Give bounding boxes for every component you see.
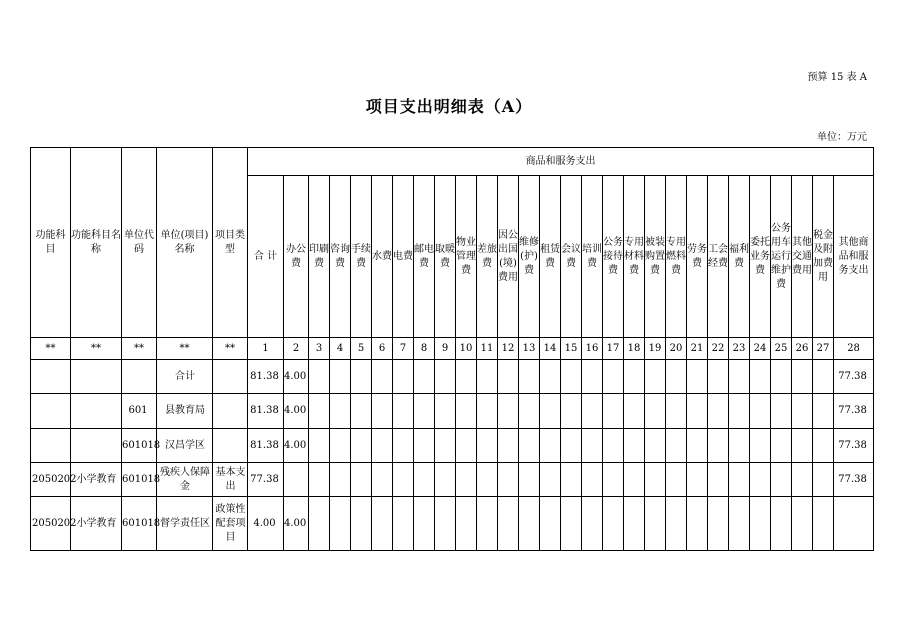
total-cell: 81.38 <box>248 360 284 394</box>
col-header-expense: 培训费 <box>582 176 603 338</box>
empty-cell <box>771 394 792 429</box>
unit-name-cell: 汉昌学区 <box>157 429 213 463</box>
empty-cell <box>477 394 498 429</box>
empty-cell <box>645 463 666 497</box>
empty-cell <box>414 497 435 551</box>
unit-label: 单位：万元 <box>817 132 867 143</box>
empty-cell <box>708 429 729 463</box>
index-number-cell: 16 <box>582 338 603 360</box>
empty-cell <box>435 463 456 497</box>
func-code-cell: 2050202 <box>31 463 71 497</box>
empty-cell <box>687 429 708 463</box>
empty-cell <box>771 497 792 551</box>
empty-cell <box>813 463 834 497</box>
empty-cell <box>813 429 834 463</box>
empty-cell <box>393 360 414 394</box>
empty-cell <box>687 360 708 394</box>
index-number-cell: 13 <box>519 338 540 360</box>
empty-cell <box>561 497 582 551</box>
index-number-cell: 23 <box>729 338 750 360</box>
unit-code-cell: 601018 <box>122 429 157 463</box>
empty-cell <box>519 463 540 497</box>
empty-cell <box>372 360 393 394</box>
empty-cell <box>645 429 666 463</box>
index-number-cell: 6 <box>372 338 393 360</box>
total-cell: 81.38 <box>248 429 284 463</box>
empty-cell <box>414 394 435 429</box>
table-row <box>31 463 874 497</box>
empty-cell <box>519 497 540 551</box>
col-header-expense: 手续费 <box>351 176 372 338</box>
empty-cell <box>477 360 498 394</box>
unit-code-cell <box>122 360 157 394</box>
index-star-cell: ** <box>122 338 157 360</box>
empty-cell <box>603 360 624 394</box>
col-header-expense: 工会经费 <box>708 176 729 338</box>
func-code-cell: 2050202 <box>31 497 71 551</box>
empty-cell <box>813 394 834 429</box>
empty-cell <box>666 360 687 394</box>
empty-cell <box>561 463 582 497</box>
office-fee-cell: 4.00 <box>284 497 309 551</box>
index-star-cell: ** <box>213 338 248 360</box>
index-number-cell: 27 <box>813 338 834 360</box>
empty-cell <box>687 394 708 429</box>
unit-code-cell: 601018 <box>122 463 157 497</box>
empty-cell <box>414 463 435 497</box>
empty-cell <box>687 463 708 497</box>
col-header-expense: 水费 <box>372 176 393 338</box>
index-number-cell: 5 <box>351 338 372 360</box>
func-name-cell <box>71 394 122 429</box>
func-name-cell <box>71 360 122 394</box>
table-row <box>31 360 874 394</box>
office-fee-cell: 4.00 <box>284 360 309 394</box>
empty-cell <box>393 497 414 551</box>
empty-cell <box>561 394 582 429</box>
col-header-expense: 会议费 <box>561 176 582 338</box>
empty-cell <box>477 497 498 551</box>
empty-cell <box>603 463 624 497</box>
group-header-goods-services: 商品和服务支出 <box>248 148 874 176</box>
empty-cell <box>561 429 582 463</box>
empty-cell <box>519 394 540 429</box>
empty-cell <box>372 429 393 463</box>
index-number-cell: 22 <box>708 338 729 360</box>
expense-detail-table <box>30 147 874 551</box>
empty-cell <box>456 394 477 429</box>
empty-cell <box>750 463 771 497</box>
empty-cell <box>435 360 456 394</box>
index-number-cell: 3 <box>309 338 330 360</box>
empty-cell <box>540 394 561 429</box>
empty-cell <box>813 360 834 394</box>
empty-cell <box>498 463 519 497</box>
empty-cell <box>456 497 477 551</box>
col-header-expense: 因公出国(境)费用 <box>498 176 519 338</box>
col-header-func-code: 功能科目 <box>31 148 71 338</box>
empty-cell <box>540 429 561 463</box>
empty-cell <box>750 360 771 394</box>
index-number-cell: 20 <box>666 338 687 360</box>
col-header-expense: 差旅费 <box>477 176 498 338</box>
empty-cell <box>309 394 330 429</box>
empty-cell <box>645 394 666 429</box>
project-type-cell: 政策性配套项目 <box>213 497 248 551</box>
empty-cell <box>309 429 330 463</box>
empty-cell <box>750 394 771 429</box>
office-fee-cell: 4.00 <box>284 394 309 429</box>
total-cell: 77.38 <box>248 463 284 497</box>
empty-cell <box>498 429 519 463</box>
empty-cell <box>813 497 834 551</box>
empty-cell <box>414 360 435 394</box>
empty-cell <box>708 394 729 429</box>
index-number-cell: 9 <box>435 338 456 360</box>
empty-cell <box>582 360 603 394</box>
unit-name-cell: 县教育局 <box>157 394 213 429</box>
empty-cell <box>729 463 750 497</box>
empty-cell <box>309 360 330 394</box>
col-header-expense: 其他商品和服务支出 <box>834 176 874 338</box>
empty-cell <box>330 394 351 429</box>
empty-cell <box>729 497 750 551</box>
col-header-unit-name: 单位(项目)名称 <box>157 148 213 338</box>
table-row <box>31 394 874 429</box>
empty-cell <box>456 360 477 394</box>
empty-cell <box>792 463 813 497</box>
empty-cell <box>624 463 645 497</box>
empty-cell <box>645 497 666 551</box>
col-header-expense: 专用材料费 <box>624 176 645 338</box>
other-goods-services-cell: 77.38 <box>834 429 874 463</box>
empty-cell <box>456 429 477 463</box>
col-header-expense: 其他交通费用 <box>792 176 813 338</box>
empty-cell <box>351 394 372 429</box>
empty-cell <box>624 429 645 463</box>
empty-cell <box>603 497 624 551</box>
index-number-cell: 2 <box>284 338 309 360</box>
empty-cell <box>330 429 351 463</box>
col-header-expense: 委托业务费 <box>750 176 771 338</box>
other-goods-services-cell: 77.38 <box>834 360 874 394</box>
col-header-expense: 邮电费 <box>414 176 435 338</box>
empty-cell <box>477 429 498 463</box>
empty-cell <box>582 429 603 463</box>
index-number-cell: 12 <box>498 338 519 360</box>
empty-cell <box>351 463 372 497</box>
col-header-expense: 福利费 <box>729 176 750 338</box>
func-name-cell <box>71 429 122 463</box>
empty-cell <box>624 360 645 394</box>
empty-cell <box>771 463 792 497</box>
project-type-cell <box>213 429 248 463</box>
empty-cell <box>351 429 372 463</box>
func-code-cell <box>31 394 71 429</box>
col-header-expense: 咨询费 <box>330 176 351 338</box>
empty-cell <box>645 360 666 394</box>
func-name-cell: 小学教育 <box>71 497 122 551</box>
col-header-project-type: 项目类型 <box>213 148 248 338</box>
empty-cell <box>498 394 519 429</box>
empty-cell <box>519 429 540 463</box>
empty-cell <box>687 497 708 551</box>
empty-cell <box>666 394 687 429</box>
table-row <box>31 497 874 551</box>
other-goods-services-cell <box>834 497 874 551</box>
col-header-expense: 取暖费 <box>435 176 456 338</box>
empty-cell <box>582 497 603 551</box>
col-header-expense: 公务接待费 <box>603 176 624 338</box>
index-number-cell: 24 <box>750 338 771 360</box>
empty-cell <box>792 429 813 463</box>
empty-cell <box>351 497 372 551</box>
empty-cell <box>708 497 729 551</box>
empty-cell <box>498 360 519 394</box>
func-code-cell <box>31 429 71 463</box>
empty-cell <box>519 360 540 394</box>
empty-cell <box>666 429 687 463</box>
project-type-cell <box>213 394 248 429</box>
index-number-cell: 15 <box>561 338 582 360</box>
empty-cell <box>750 497 771 551</box>
other-goods-services-cell: 77.38 <box>834 463 874 497</box>
unit-name-cell: 督学责任区 <box>157 497 213 551</box>
total-cell: 81.38 <box>248 394 284 429</box>
index-number-cell: 25 <box>771 338 792 360</box>
col-header-expense: 税金及附加费用 <box>813 176 834 338</box>
col-header-expense: 办公费 <box>284 176 309 338</box>
empty-cell <box>309 497 330 551</box>
empty-cell <box>456 463 477 497</box>
empty-cell <box>309 463 330 497</box>
empty-cell <box>393 394 414 429</box>
empty-cell <box>435 497 456 551</box>
empty-cell <box>582 463 603 497</box>
unit-name-cell: 合计 <box>157 360 213 394</box>
project-type-cell: 基本支出 <box>213 463 248 497</box>
index-number-cell: 17 <box>603 338 624 360</box>
empty-cell <box>792 360 813 394</box>
other-goods-services-cell: 77.38 <box>834 394 874 429</box>
index-star-cell: ** <box>31 338 71 360</box>
unit-name-cell: 残疾人保障金 <box>157 463 213 497</box>
empty-cell <box>792 394 813 429</box>
empty-cell <box>582 394 603 429</box>
empty-cell <box>666 497 687 551</box>
unit-code-cell: 601018 <box>122 497 157 551</box>
index-number-cell: 8 <box>414 338 435 360</box>
col-header-expense: 电费 <box>393 176 414 338</box>
index-number-cell: 19 <box>645 338 666 360</box>
total-cell: 4.00 <box>248 497 284 551</box>
project-type-cell <box>213 360 248 394</box>
col-header-func-name: 功能科目名称 <box>71 148 122 338</box>
empty-cell <box>603 429 624 463</box>
empty-cell <box>750 429 771 463</box>
empty-cell <box>393 463 414 497</box>
empty-cell <box>477 463 498 497</box>
index-number-cell: 10 <box>456 338 477 360</box>
index-star-cell: ** <box>157 338 213 360</box>
empty-cell <box>561 360 582 394</box>
page-title: 项目支出明细表（A） <box>365 97 533 116</box>
index-number-cell: 1 <box>248 338 284 360</box>
empty-cell <box>330 463 351 497</box>
empty-cell <box>540 360 561 394</box>
func-code-cell <box>31 360 71 394</box>
empty-cell <box>330 360 351 394</box>
index-number-cell: 26 <box>792 338 813 360</box>
empty-cell <box>372 394 393 429</box>
empty-cell <box>435 429 456 463</box>
index-number-cell: 21 <box>687 338 708 360</box>
empty-cell <box>435 394 456 429</box>
index-star-cell: ** <box>71 338 122 360</box>
office-fee-cell: 4.00 <box>284 429 309 463</box>
empty-cell <box>771 429 792 463</box>
empty-cell <box>351 360 372 394</box>
empty-cell <box>666 463 687 497</box>
form-code: 预算 15 表 A <box>807 72 867 83</box>
unit-code-cell: 601 <box>122 394 157 429</box>
empty-cell <box>624 394 645 429</box>
col-header-expense: 租赁费 <box>540 176 561 338</box>
col-header-unit-code: 单位代码 <box>122 148 157 338</box>
col-header-expense: 合 计 <box>248 176 284 338</box>
empty-cell <box>708 463 729 497</box>
col-header-expense: 印刷费 <box>309 176 330 338</box>
col-header-expense: 公务用车运行维护费 <box>771 176 792 338</box>
empty-cell <box>540 497 561 551</box>
index-number-cell: 28 <box>834 338 874 360</box>
col-header-expense: 物业管理费 <box>456 176 477 338</box>
col-header-expense: 专用燃料费 <box>666 176 687 338</box>
index-number-cell: 11 <box>477 338 498 360</box>
empty-cell <box>729 429 750 463</box>
index-number-cell: 14 <box>540 338 561 360</box>
col-header-expense: 被装购置费 <box>645 176 666 338</box>
empty-cell <box>771 360 792 394</box>
empty-cell <box>372 463 393 497</box>
empty-cell <box>792 497 813 551</box>
empty-cell <box>624 497 645 551</box>
empty-cell <box>330 497 351 551</box>
empty-cell <box>603 394 624 429</box>
func-name-cell: 小学教育 <box>71 463 122 497</box>
col-header-expense: 劳务费 <box>687 176 708 338</box>
office-fee-cell <box>284 463 309 497</box>
empty-cell <box>729 360 750 394</box>
empty-cell <box>372 497 393 551</box>
index-number-cell: 18 <box>624 338 645 360</box>
empty-cell <box>414 429 435 463</box>
table-row <box>31 429 874 463</box>
empty-cell <box>393 429 414 463</box>
col-header-expense: 维修(护)费 <box>519 176 540 338</box>
empty-cell <box>708 360 729 394</box>
index-number-cell: 4 <box>330 338 351 360</box>
empty-cell <box>498 497 519 551</box>
empty-cell <box>729 394 750 429</box>
empty-cell <box>540 463 561 497</box>
index-number-cell: 7 <box>393 338 414 360</box>
